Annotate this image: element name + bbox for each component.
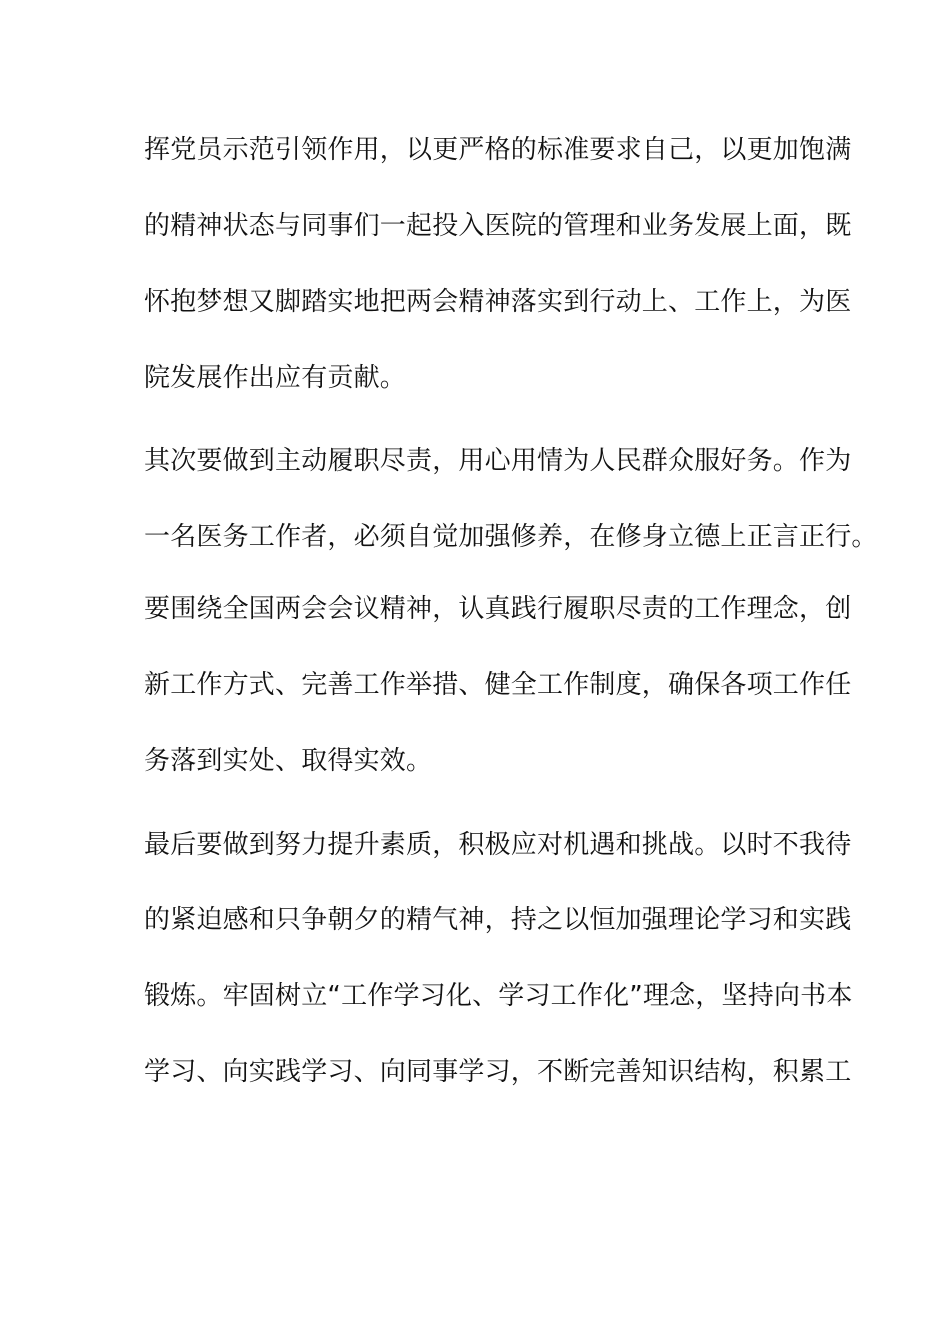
text-line: 一名医务工作者，必须自觉加强修养，在修身立德上正言正行。	[144, 522, 878, 552]
text-line: 的紧迫感和只争朝夕的精气神，持之以恒加强理论学习和实践	[144, 905, 852, 935]
text-line: 挥党员示范引领作用，以更严格的标准要求自己，以更加饱满	[144, 135, 852, 165]
text-line: 锻炼。牢固树立“工作学习化、学习工作化”理念，坚持向书本	[144, 981, 853, 1011]
text-line: 怀抱梦想又脚踏实地把两会精神落实到行动上、工作上，为医	[144, 287, 852, 317]
text-line: 务落到实处、取得实效。	[144, 746, 433, 776]
text-line: 最后要做到努力提升素质，积极应对机遇和挑战。以时不我待	[144, 830, 852, 860]
text-line: 的精神状态与同事们一起投入医院的管理和业务发展上面，既	[144, 211, 852, 241]
text-line: 其次要做到主动履职尽责，用心用情为人民群众服好务。作为	[144, 446, 852, 476]
text-line: 学习、向实践学习、向同事学习，不断完善知识结构，积累工	[144, 1057, 852, 1087]
text-line: 新工作方式、完善工作举措、健全工作制度，确保各项工作任	[144, 670, 852, 700]
text-line: 院发展作出应有贡献。	[144, 363, 407, 393]
text-line: 要围绕全国两会会议精神，认真践行履职尽责的工作理念，创	[144, 594, 852, 624]
